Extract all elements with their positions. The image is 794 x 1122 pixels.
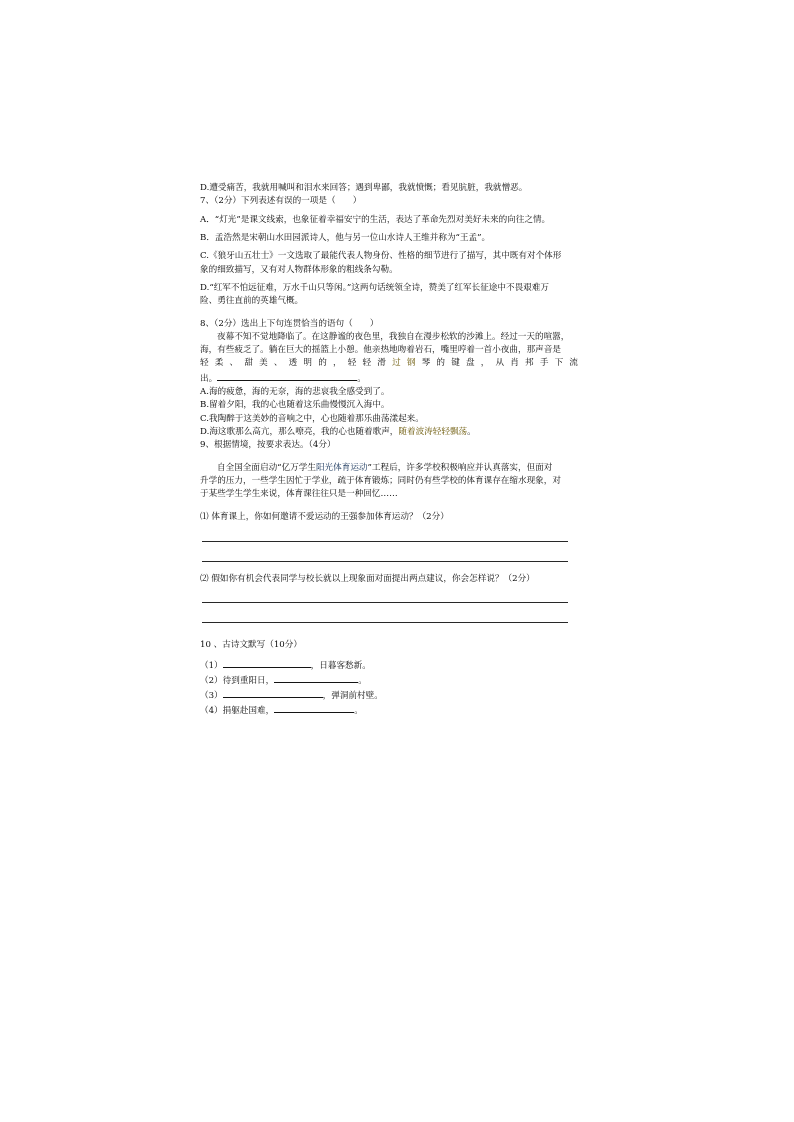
q8-option-a: A.海的疲惫，海的无奈，海的悲哀我全感受到了。 <box>200 387 390 398</box>
exam-sheet <box>200 182 578 719</box>
q9-passage-line2: 升学的压力，一些学生因忙于学业，疏于体育锻炼；同时仍有些学校的体育课存在缩水现象，对 <box>200 475 561 486</box>
q8-passage-line3-post: 琴的键盘，从肖邦手下流 <box>421 358 578 369</box>
q10-blank-2[interactable] <box>274 673 358 683</box>
q7-option-a: A．“灯光”是课文线索，也象征着幸福安宁的生活，表达了革命先烈对美好未来的向往之情。 <box>200 214 551 225</box>
q7-option-d-line1: D.“红军不怕远征难，万水千山只等闲。”这两句话统领全诗，赞美了红军长征途中不畏艰难万 <box>200 282 549 293</box>
q10-line4-post: 。 <box>354 706 363 717</box>
q9-sub2-prompt: ⑵ 假如你有机会代表同学与校长就以上现象面对面提出两点建议，你会怎样说？（2分） <box>200 573 535 584</box>
q8-passage-line4-post: 。 <box>357 373 366 384</box>
q10-line1-num: （1） <box>200 660 223 671</box>
q8-passage-highlight: 过钢 <box>392 358 422 369</box>
q10-line2-pre: （2）待到重阳日， <box>200 675 275 686</box>
q10-blank-3[interactable] <box>223 688 323 698</box>
q10-line3-post: ，弹洞前村壁。 <box>322 691 383 702</box>
q10-line4-pre: （4）捐躯赴国难， <box>200 706 275 717</box>
q8-passage-line3 <box>200 357 578 370</box>
q10-line2 <box>200 673 578 688</box>
q9-sub1-prompt: ⑴ 体育课上，你如何邀请不爱运动的王强参加体育运动？（2分） <box>200 511 449 522</box>
q8-option-d-post: 。 <box>467 427 476 437</box>
q8-passage-line4-pre: 出。 <box>200 373 218 384</box>
q8-passage-line3-pre: 轻柔、甜美、透明的，轻轻滑 <box>200 358 393 369</box>
q8-stem: 8、（2分）选出上下句连贯恰当的语句（ ） <box>200 318 379 329</box>
q10-line3 <box>200 688 578 703</box>
q8-option-d-highlight: 随着波涛轻轻飘荡 <box>398 427 468 437</box>
q9-passage-line1-post: ”工程后，许多学校积极响应并认真落实，但面对 <box>367 462 553 473</box>
q8-passage-line2: 海，有些疲乏了。躺在巨大的摇篮上小憩。他亲热地吻着岩石，嘴里哼着一首小夜曲，那声音是 <box>200 345 561 356</box>
q6-option-d: D.遭受痛苦，我就用喊叫和泪水来回答；遇到卑鄙，我就愤慨；看见肮脏，我就憎恶。 <box>200 183 528 193</box>
q10-line3-num: （3） <box>200 691 223 702</box>
q10-line4 <box>200 703 578 718</box>
q7-option-c-line1: C.《狼牙山五壮士》一文选取了最能代表人物身份、性格的细节进行了描写，其中既有对个体形 <box>200 251 562 262</box>
q7-option-b: B．孟浩然是宋朝山水田园派诗人，他与另一位山水诗人王维并称为“王孟”。 <box>200 232 491 243</box>
q9-stem: 9、根据情境，按要求表达。（4分） <box>200 440 336 451</box>
q7-option-d-line2: 险、勇往直前的英雄气概。 <box>200 296 304 307</box>
q9-passage-line1-pre: 自全国全面启动“亿万学生 <box>217 462 316 473</box>
q7-option-c-line2: 象的细致描写，又有对人物群体形象的粗线条勾勒。 <box>200 264 398 275</box>
q10-line2-post: 。 <box>358 675 367 686</box>
q7-stem: 7、（2分）下列表述有误的一项是（ ） <box>200 196 362 207</box>
q10-blank-1[interactable] <box>223 658 311 668</box>
q10-line1 <box>200 658 578 673</box>
q10-line1-post: ，日暮客愁新。 <box>310 660 371 671</box>
q8-passage-line4 <box>200 371 578 386</box>
q8-option-d <box>200 426 578 439</box>
q9-passage-line1 <box>200 462 578 475</box>
q8-option-b: B.留着夕阳，我的心也随着这乐曲慢慢沉入海中。 <box>200 400 390 411</box>
q8-option-d-pre: D.海这歌那么高亢，那么嘹亮，我的心也随着歌声， <box>200 427 399 437</box>
q8-option-c: C.我陶醉于这美妙的音响之中，心也随着那乐曲荡漾起来。 <box>200 413 424 424</box>
q8-answer-blank[interactable] <box>217 371 357 381</box>
q9-passage-line3: 于某些学生学生来说，体育课往往只是一种回忆…… <box>200 489 398 500</box>
q10-blank-4[interactable] <box>274 703 354 713</box>
q9-passage-highlight: 阳光体育运动 <box>315 462 368 473</box>
q8-passage-line1: 夜幕不知不觉地降临了。在这静谧的夜色里，我独自在漫步松软的沙滩上。经过一天的喧嚣， <box>217 331 570 342</box>
q10-stem: 10 、古诗文默写（10分） <box>200 640 302 651</box>
